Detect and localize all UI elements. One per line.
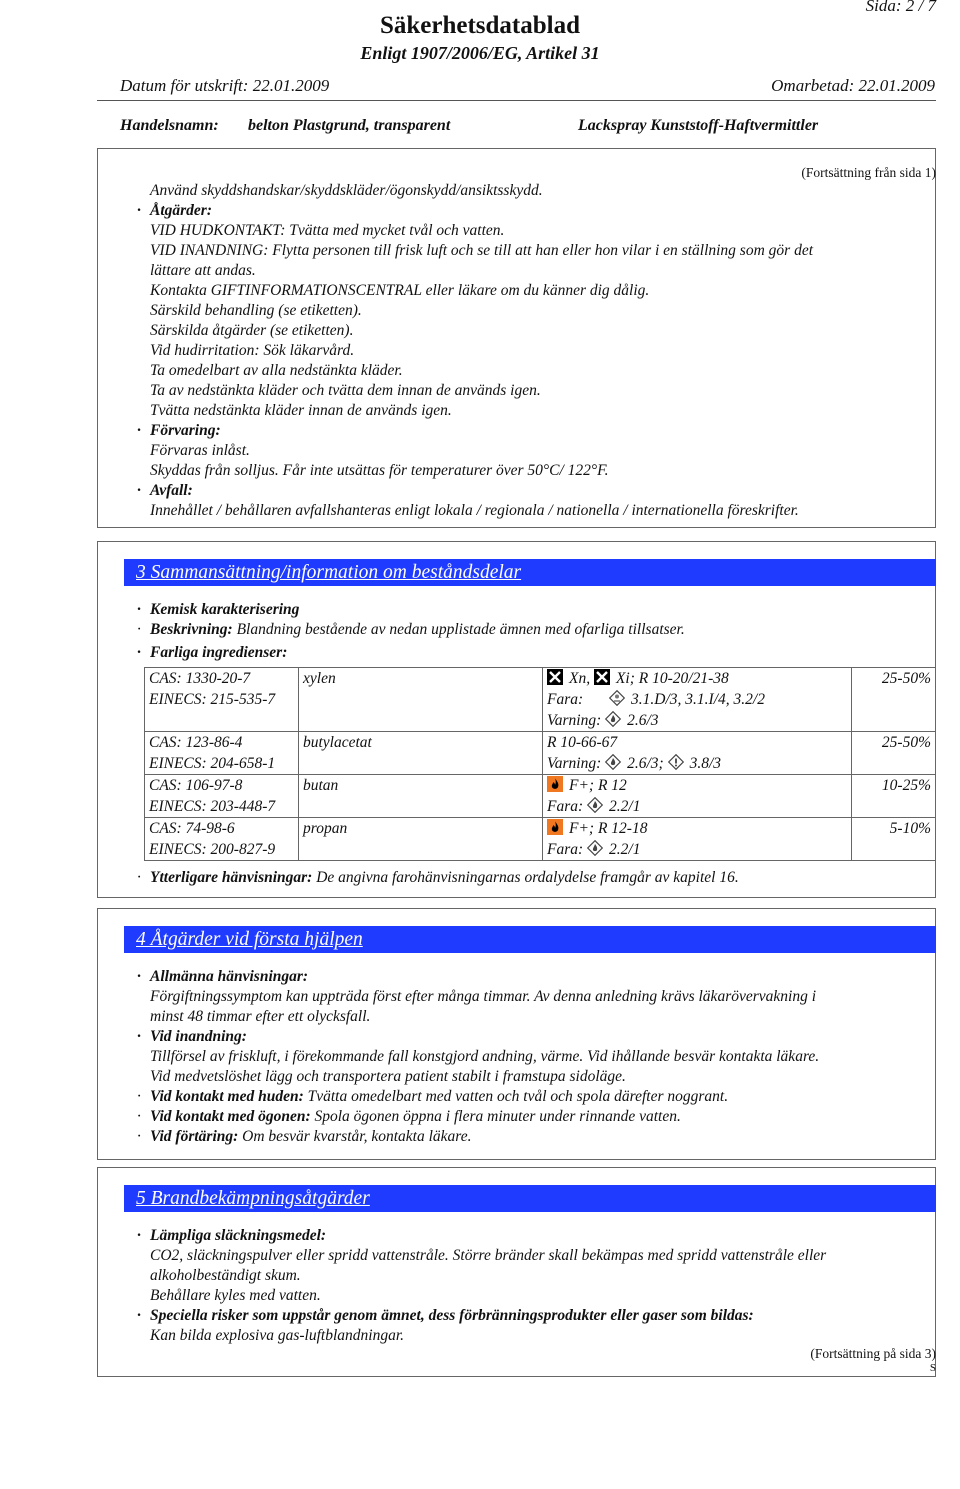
classification-cell: Xn, Xi; R 10-20/21-38 Fara: 3.1.D/3, 3.1.I/4, 3.2/2 Varning: 2.6/3 bbox=[543, 668, 852, 732]
flame-pictogram-icon bbox=[587, 797, 603, 813]
exclamation-pictogram-icon bbox=[668, 754, 684, 770]
storage-heading: · Förvaring: bbox=[137, 422, 221, 439]
hazardous-heading: · Farliga ingredienser: bbox=[137, 644, 288, 661]
text-line: lättare att andas. bbox=[150, 262, 256, 279]
cas-cell: CAS: 74-98-6 EINECS: 200-827-9 bbox=[145, 818, 299, 861]
document-title: Säkerhetsdatablad bbox=[379, 12, 581, 39]
chem-char-heading: · Kemisk karakterisering bbox=[137, 601, 300, 618]
text-line: alkoholbeständigt skum. bbox=[150, 1267, 301, 1284]
percent-cell: 5-10% bbox=[852, 818, 936, 861]
text-line: Behållare kyles med vatten. bbox=[150, 1287, 321, 1304]
section4-title: 4 Åtgärder vid första hjälpen bbox=[124, 926, 936, 953]
flame-pictogram-icon bbox=[605, 711, 621, 727]
header-divider bbox=[97, 100, 936, 101]
text-line: Innehållet / behållaren avfallshanteras enligt lokala / regionala / nationella / internationella föreskrifter. bbox=[150, 502, 799, 519]
table-row bbox=[145, 668, 936, 732]
text-line: Särskild behandling (se etiketten). bbox=[150, 302, 362, 319]
table-row bbox=[145, 732, 936, 775]
name-cell: xylen bbox=[299, 668, 543, 732]
text-line: Vid hudirritation: Sök läkarvård. bbox=[150, 342, 355, 359]
health-hazard-icon bbox=[609, 690, 625, 706]
inhalation-heading: · Vid inandning: bbox=[137, 1028, 247, 1045]
text-line: Använd skyddshandskar/skyddskläder/ögonskydd/ansiktsskydd. bbox=[150, 182, 543, 199]
text-line: Förvaras inlåst. bbox=[150, 442, 250, 459]
special-risks-heading: · Speciella risker som uppstår genom ämnet, dess förbränningsprodukter eller gaser som bildas: bbox=[137, 1307, 754, 1324]
harmful-x-icon bbox=[547, 669, 563, 685]
section5-title: 5 Brandbekämpningsåtgärder bbox=[124, 1185, 936, 1212]
revised-date: Omarbetad: 22.01.2009 bbox=[771, 76, 935, 95]
table-row bbox=[145, 775, 936, 818]
skin-contact-line: · Vid kontakt med huden: Tvätta omedelbart med vatten och tvål och spola därefter noggrant. bbox=[137, 1088, 729, 1105]
text-line: Kontakta GIFTINFORMATIONSCENTRAL eller läkare om du känner dig dålig. bbox=[150, 282, 650, 299]
text-line: Vid medvetslöshet lägg och transportera patient stabilt i framstupa sidoläge. bbox=[150, 1068, 626, 1085]
cas-cell: CAS: 106-97-8 EINECS: 203-448-7 bbox=[145, 775, 299, 818]
eye-contact-line: · Vid kontakt med ögonen: Spola ögonen öppna i flera minuter under rinnande vatten. bbox=[137, 1108, 681, 1125]
text-line: CO2, släckningspulver eller spridd vattenstråle. Större bränder skall bekämpas med spridd vattenstråle eller bbox=[150, 1247, 827, 1264]
text-line: Kan bilda explosiva gas-luftblandningar. bbox=[150, 1327, 405, 1344]
irritant-x-icon bbox=[594, 669, 610, 685]
description-line: · Beskrivning: Blandning bestående av nedan upplistade ämnen med ofarliga tillsatser. bbox=[137, 621, 685, 638]
text-line: Särskilda åtgärder (se etiketten). bbox=[150, 322, 354, 339]
footer-mark: S bbox=[929, 1362, 936, 1374]
text-line: Tillförsel av friskluft, i förekommande fall konstgjord andning, värme. Vid ihållande besvär kontakta läkare. bbox=[150, 1048, 820, 1065]
flame-pictogram-icon bbox=[605, 754, 621, 770]
text-line: Ta omedelbart av alla nedstänkta kläder. bbox=[150, 362, 403, 379]
section3-title: 3 Sammansättning/information om beståndsdelar bbox=[124, 559, 936, 586]
classification-cell: R 10-66-67 Varning: 2.6/3; 3.8/3 bbox=[543, 732, 852, 775]
percent-cell: 10-25% bbox=[852, 775, 936, 818]
measures-heading: · Åtgärder: bbox=[137, 202, 212, 219]
text-line: VID INANDNING: Flytta personen till frisk luft och se till att han eller hon vilar i en ställning som gör det bbox=[150, 242, 814, 259]
flame-pictogram-icon bbox=[587, 840, 603, 856]
tradename-value: belton Plastgrund, transparent bbox=[248, 117, 451, 134]
flammable-flame-icon bbox=[547, 776, 563, 792]
percent-cell: 25-50% bbox=[852, 668, 936, 732]
document-subtitle: Enligt 1907/2006/EG, Artikel 31 bbox=[360, 43, 600, 63]
additional-references: · Ytterligare hänvisningar: De angivna farohänvisningarnas ordalydelse framgår av kapitel 16. bbox=[137, 869, 739, 886]
ingestion-line: · Vid förtäring: Om besvär kvarstår, kontakta läkare. bbox=[137, 1128, 472, 1145]
percent-cell: 25-50% bbox=[852, 732, 936, 775]
text-line: Skyddas från solljus. Får inte utsättas för temperaturer över 50°C/ 122°F. bbox=[150, 462, 609, 479]
text-line: minst 48 timmar efter ett olycksfall. bbox=[150, 1008, 371, 1025]
page-number: Sida: 2 / 7 bbox=[865, 0, 936, 15]
flammable-flame-icon bbox=[547, 819, 563, 835]
extinguishing-heading: · Lämpliga släckningsmedel: bbox=[137, 1227, 327, 1244]
text-line: Tvätta nedstänkta kläder innan de används igen. bbox=[150, 402, 452, 419]
tradename-description: Lackspray Kunststoff-Haftvermittler bbox=[578, 117, 819, 134]
continued-on-note: (Fortsättning på sida 3) bbox=[810, 1346, 936, 1361]
classification-cell: F+; R 12 Fara: 2.2/1 bbox=[543, 775, 852, 818]
print-date: Datum för utskrift: 22.01.2009 bbox=[120, 76, 330, 95]
text-line: Förgiftningssymptom kan uppträda först efter många timmar. Av denna anledning krävs läkarövervakning i bbox=[150, 988, 817, 1005]
ingredients-table bbox=[144, 667, 936, 861]
text-line: VID HUDKONTAKT: Tvätta med mycket tvål och vatten. bbox=[150, 222, 505, 239]
general-heading: · Allmänna hänvisningar: bbox=[137, 968, 309, 985]
tradename-label: Handelsnamn: bbox=[120, 117, 219, 134]
table-row bbox=[145, 818, 936, 861]
name-cell: butan bbox=[299, 775, 543, 818]
cas-cell: CAS: 123-86-4 EINECS: 204-658-1 bbox=[145, 732, 299, 775]
classification-cell: F+; R 12-18 Fara: 2.2/1 bbox=[543, 818, 852, 861]
cas-cell: CAS: 1330-20-7 EINECS: 215-535-7 bbox=[145, 668, 299, 732]
continued-from-note: (Fortsättning från sida 1) bbox=[801, 165, 936, 180]
name-cell: butylacetat bbox=[299, 732, 543, 775]
waste-heading: · Avfall: bbox=[137, 482, 193, 499]
text-line: Ta av nedstänkta kläder och tvätta dem innan de används igen. bbox=[150, 382, 541, 399]
name-cell: propan bbox=[299, 818, 543, 861]
